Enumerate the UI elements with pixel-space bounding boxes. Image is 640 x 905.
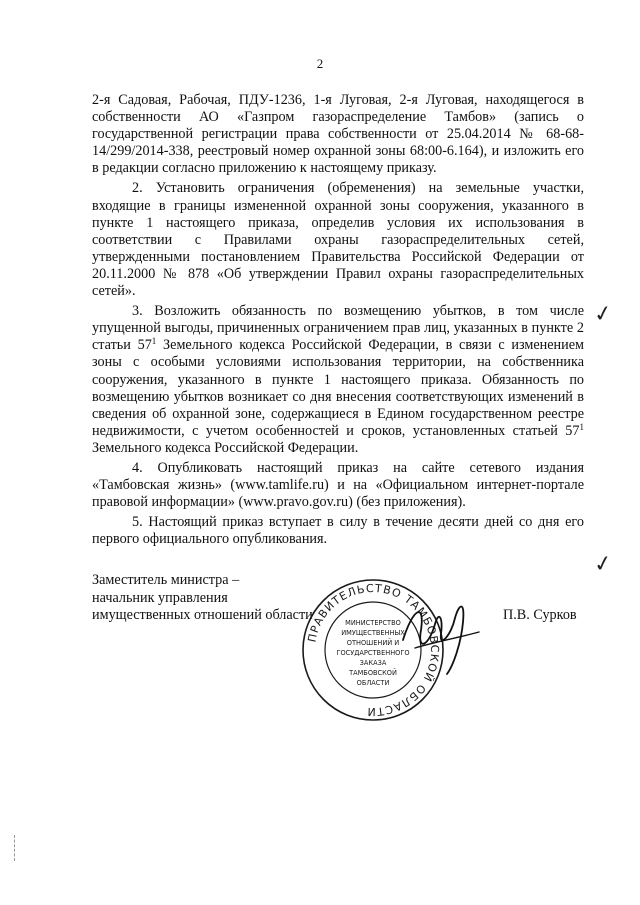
svg-text:ОТНОШЕНИЙ И: ОТНОШЕНИЙ И: [346, 639, 400, 647]
handwritten-signature: [395, 588, 485, 678]
page-number: 2: [316, 56, 324, 71]
margin-check-mark-icon: ✓: [591, 300, 615, 329]
svg-text:МИНИСТЕРСТВО: МИНИСТЕРСТВО: [345, 619, 401, 627]
signatory-title-line: Заместитель министра –: [92, 572, 240, 588]
paragraph-2: 2. Установить ограничения (обременения) на земельные участки, входящие в границы измененной охранной зоны сооружения, указанного в пункте 1 настоящего приказа, определив условия их использования в соответствии с Правилами охраны газораспределительных сетей, утвержденными постановлением Правительства Российской Федерации от 20.11.2000 № 878 «Об утверждении Правил охраны газораспределительных сетей».: [92, 180, 584, 300]
paragraph-3-part-a: 3. Возложить обязанность по возмещению убытков, в том числе упущенной выгоды, причиненных ограничением прав лиц, указанных в пункте 2 статьи 57: [92, 303, 584, 354]
signatory-title-line: имущественных отношений области: [92, 607, 313, 624]
paragraph-4: 4. Опубликовать настоящий приказ на сайте сетевого издания «Тамбовская жизнь» (www.tamlife.ru) и на «Официальном интернет-портале правовой информации» (www.pravo.gov.ru) (без приложения).: [92, 459, 584, 511]
signatory-title-line: начальник управления: [92, 589, 228, 606]
scan-edge-artifact: [14, 835, 16, 861]
paragraph-5: 5. Настоящий приказ вступает в силу в течение десяти дней со дня его первого официального опубликования.: [92, 514, 584, 548]
document-body: [92, 92, 584, 548]
signatory-title: [92, 572, 332, 625]
superscript: 1: [579, 421, 584, 432]
svg-text:ИМУЩЕСТВЕННЫХ: ИМУЩЕСТВЕННЫХ: [341, 629, 405, 637]
signatory-name: П.В. Сурков: [503, 607, 577, 623]
margin-check-mark-icon: ✓: [591, 550, 615, 579]
paragraph-1-continuation: 2-я Садовая, Рабочая, ПДУ-1236, 1-я Луговая, 2-я Луговая, находящегося в собственности АО «Газпром газораспределение Тамбов» (запись о государственной регистрации права собственности от 25.04.2014 № 68-68-14/299/2014-338, реестровый номер охранной зоны 68:00-6.164), и изложить его в редакции согласно приложению к настоящему приказу.: [92, 92, 584, 177]
svg-text:ГОСУДАРСТВЕННОГО: ГОСУДАРСТВЕННОГО: [336, 649, 410, 657]
svg-text:ТАМБОВСКОЙ: ТАМБОВСКОЙ: [349, 669, 397, 677]
svg-text:ОБЛАСТИ: ОБЛАСТИ: [356, 679, 390, 687]
paragraph-3: [92, 303, 584, 457]
superscript: 1: [151, 336, 157, 347]
svg-text:ПРАВИТЕЛЬСТВО ТАМБОВСКОЙ ОБЛАС: ПРАВИТЕЛЬСТВО ТАМБОВСКОЙ ОБЛАСТИ: [305, 581, 442, 719]
paragraph-3-part-b: Земельного кодекса Российской Федерации, в связи с изменением зоны с особыми условиями использования территории, на собственника сооружения, указанного в пункте 1 настоящего приказа. Обязанность по возмещению убытков возникает со дня внесения соответствующих изменений в сведения об охранной зоне, содержащиеся в Едином государственном реестре недвижимости, с учетом особенностей и сроков, установленных статьей 57: [92, 337, 584, 439]
svg-text:ЗАКАЗА: ЗАКАЗА: [359, 659, 387, 667]
paragraph-3-part-c: Земельного кодекса Российской Федерации.: [92, 439, 359, 456]
